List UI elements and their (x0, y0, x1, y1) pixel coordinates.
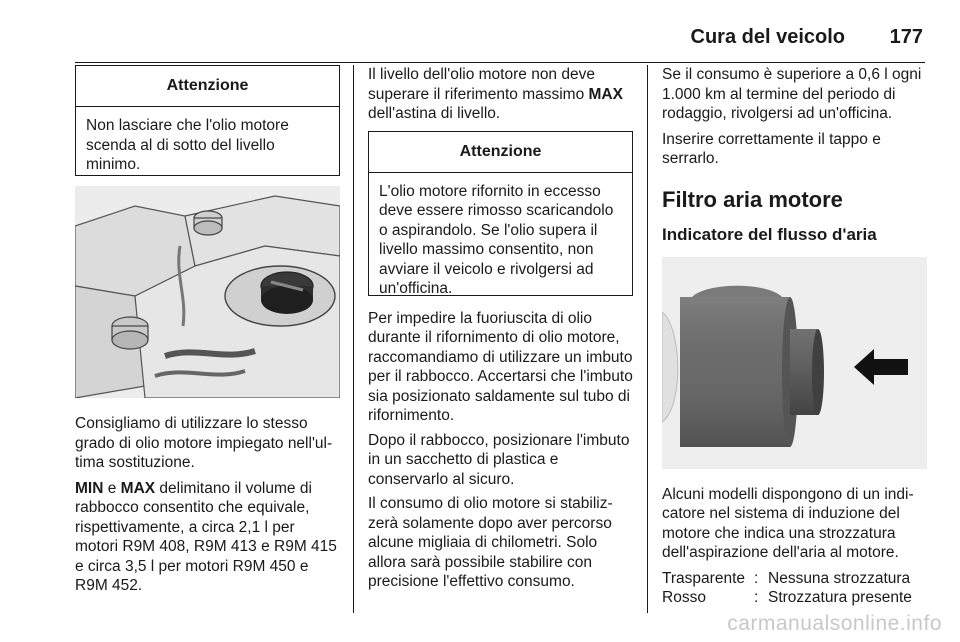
column-3 (662, 65, 927, 608)
warning-box (368, 131, 633, 296)
paragraph: MIN e MAX delimitano il volume di rabbocco consentito che equivale, rispettivamente, a circa 2,1 l per motori R9M 408, R9M 413 e R9M 415 e circa 3,5 l per motori R9M 450 e R9M 452. (75, 479, 337, 594)
max-marker: MAX (588, 85, 623, 103)
warning-box (75, 65, 340, 176)
column-1 (75, 65, 340, 596)
list-key: Trasparente (662, 569, 745, 587)
oil-cap-illustration (75, 186, 340, 398)
list-item (662, 588, 927, 608)
chapter-title: Cura del veicolo (690, 26, 845, 48)
paragraph: Per impedire la fuoriuscita di olio durante il rifornimento di olio motore, raccomandiamo di utilizzare un imbuto per il rabbocco. Accertarsi che l'imbuto sia posizionato saldamente sul tubo di rifornimento. (368, 309, 633, 424)
warning-text: Non lasciare che l'olio motore scenda al di sotto del livello minimo. (86, 117, 289, 173)
paragraph: Dopo il rabbocco, posizionare l'imbuto in un sacchetto di plastica e conservarlo al sicuro. (368, 431, 630, 488)
engine-bay-image (75, 186, 340, 398)
list-key: Rosso (662, 589, 706, 606)
warning-text: L'olio motore rifornito in eccesso deve essere rimosso scaricandolo o aspirandolo. Se l'olio supera il livello massimo consentito, non avviare il veicolo e rivolgersi ad un'officina. (379, 182, 614, 297)
air-indicator-image (662, 257, 927, 469)
column-2 (368, 65, 633, 592)
airflow-indicator-illustration (662, 257, 927, 469)
paragraph: Alcuni modelli dispongono di un indicatore nel sistema di induzione del motore che indica una strozzatura dell'aspirazione dell'aria al motore. (662, 485, 914, 561)
list-separator: : (754, 589, 759, 606)
paragraph: Inserire correttamente il tappo e serrarlo. (662, 130, 881, 167)
page-header (75, 22, 925, 63)
paragraph: Il consumo di olio motore si stabilizzerà solamente dopo aver percorso alcune migliaia di chilometri. Solo allora sarà possibile stabilire con precisione l'effettivo consumo. (368, 495, 613, 590)
list-value: Nessuna strozzatura (768, 569, 911, 587)
watermark: carmanualsonline.info (727, 612, 942, 635)
list-separator: : (754, 569, 759, 587)
max-marker: MAX (120, 479, 156, 497)
list-item (662, 569, 927, 589)
warning-title: Attenzione (76, 66, 339, 107)
indicator-status-list (662, 569, 927, 608)
min-marker: MIN (75, 479, 104, 497)
paragraph: Consigliamo di utilizzare lo stesso grado di olio motore impiegato nell'ultima sostituzione. (75, 415, 333, 471)
page-number: 177 (889, 26, 923, 48)
paragraph: Se il consumo è superiore a 0,6 l ogni 1.000 km al termine del periodo di rodaggio, rivolgersi ad un'officina. (662, 66, 922, 122)
paragraph: Il livello dell'olio motore non deve superare il riferimento massimo MAX dell'astina di livello. (368, 66, 623, 122)
column-divider-2 (647, 65, 648, 613)
column-divider-1 (353, 65, 354, 613)
warning-title: Attenzione (369, 132, 632, 173)
subsection-title: Indicatore del flusso d'aria (662, 224, 877, 244)
section-title: Filtro aria motore (662, 186, 843, 212)
list-value: Strozzatura presente (768, 589, 912, 606)
